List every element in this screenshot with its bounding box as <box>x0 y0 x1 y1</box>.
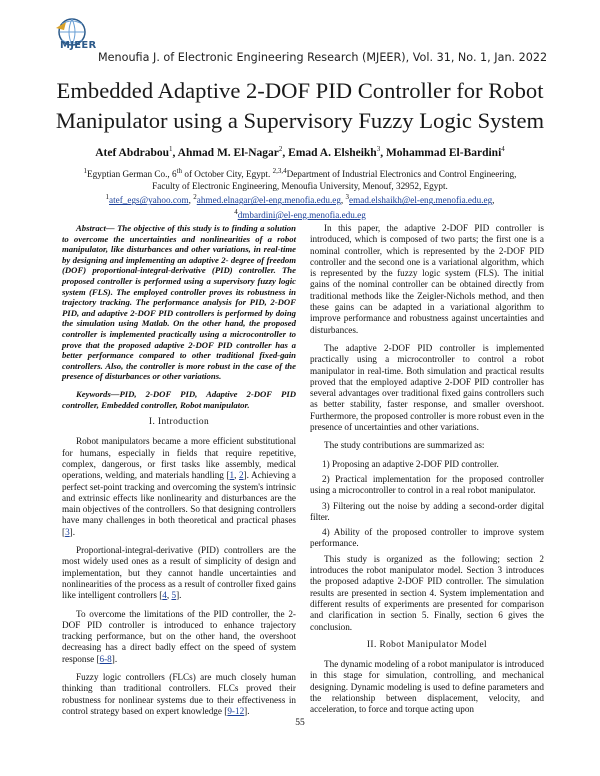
list-item: 4) Ability of the proposed controller to improve system performance. <box>310 527 544 549</box>
paragraph: To overcome the limitations of the PID controller, the 2-DOF PID controller is introduced to enhance trajectory tracking performance, but on the other hand, the overshoot decreasing has a direct badly effect on the speed of system response [6-8]. <box>62 608 296 664</box>
author-name: Mohammad El-Bardini <box>385 146 502 159</box>
journal-logo <box>26 14 86 64</box>
paragraph: Proportional-integral-derivative (PID) controllers are the most widely used ones as a result of simplicity of design and implementation, but they cannot handle uncertainties and nonlinearities of the process as a result of controller fixed gains like intelligent controllers [4, 5]. <box>62 545 296 601</box>
email-link[interactable]: dmbardini@el-eng.menofia.edu.eg <box>237 209 366 220</box>
citation-link[interactable]: 5 <box>171 590 177 601</box>
citation-link[interactable]: 1 <box>229 470 235 481</box>
emails-line: $^1$atef_egs@yahoo.com, $^2$ahmed.elnagar@el-eng.menofia.edu.eg, $^3$emad.elshaikh@el-eng.menofia.edu.eg, <box>105 193 495 206</box>
paragraph: Fuzzy logic controllers (FLCs) are much closely human thinking than traditional controllers. FLCs proved their robustness for nonlinear systems due to their effectiveness in control strategy based on expert knowledge [9-12]. <box>62 672 296 716</box>
citation-link[interactable]: 6-8 <box>99 653 112 664</box>
email-link[interactable]: emad.elshaikh@el-eng.menofia.edu.eg <box>349 195 493 206</box>
author-name: Atef Abdrabou <box>95 146 170 159</box>
paragraph: The dynamic modeling of a robot manipulator is introduced in this stage for simulation, controlling, and mechanical designing. Dynamic modeling is used to define parameters and the relationship between displacement, velocity, and acceleration, to force and torque acting upon <box>310 659 544 715</box>
title-line-2: Manipulator using a Supervisory Fuzzy Logic System <box>55 108 545 133</box>
citation-link[interactable]: 3 <box>65 526 70 537</box>
section-heading-robot-model: II. Robot Manipulator Model <box>366 639 488 650</box>
page-number: 55 <box>295 718 305 728</box>
paper-title <box>20 76 580 136</box>
list-item: 1) Proposing an adaptive 2-DOF PID controller. <box>322 458 499 469</box>
author-name: Emad A. Elsheikh <box>288 146 377 159</box>
email-link[interactable]: ahmed.elnagar@el-eng.menofia.edu.eg <box>196 195 341 206</box>
paragraph: The adaptive 2-DOF PID controller is implemented practically using a microcontroller to control a robot manipulator in real-time. Both simulation and practical results proved that the employed adaptive 2-DOF PID controller has several advantages over traditional fixed gains controllers such as better stability, faster response, and smaller overshoot. Furthermore, the proposed controller is more robust even in the presence of uncertainties and other variations. <box>310 342 544 433</box>
section-heading-introduction: I. Introduction <box>148 417 210 428</box>
title-line-1: Embedded Adaptive 2-DOF PID Controller for Robot <box>56 78 544 103</box>
affiliation-line-1: $^1$Egyptian German Co., 6th of October City, Egypt. $^{2,3,4}$Department of Industrial Electronics and Control Engineering, <box>83 167 517 180</box>
author-name: Ahmad M. El-Nagar <box>177 146 279 159</box>
list-item: 3) Filtering out the noise by adding a second-order digital filter. <box>310 500 544 522</box>
author-list: Atef Abdrabou$^1$, Ahmad M. El-Nagar$^2$, Emad A. Elsheikh$^3$, Mohammad El-Bardini$^4$ <box>95 145 505 159</box>
paragraph: Robot manipulators became a more efficient substitutional for humans, especially in fields that require repetitive, complex, dangerous, or first tasks like assembly, medical operations, welding, and materials handling [1, 2]. Achieving a perfect set-point tracking and overcoming the system's intrinsic and extrinsic effects like nonlinearity and disturbances are the main objectives of the controllers. So that designing controllers have many challenges in both theoretical and practical phases [3]. <box>62 436 296 537</box>
paragraph: In this paper, the adaptive 2-DOF PID controller is introduced, which is composed of two parts; the first one is a nominal controller, which is represented by the 2-DOF PID controller and the second one is a variational algorithm, which is represented by the fuzzy logic system (FLS). The initial gains of the nominal controller can be obtained directly from traditional methods like the Zeigler-Nichols method, and then these gains can be adapted in a variational algorithm to improve performance and robustness against uncertainties and disturbances. <box>310 223 544 335</box>
keywords: Keywords—PID, 2-DOF PID, Adaptive 2-DOF PID controller, Embedded controller, Robot manipulator. <box>62 388 296 410</box>
citation-link[interactable]: 2 <box>239 470 244 481</box>
paragraph: This study is organized as the following; section 2 introduces the robot manipulator model. Section 3 introduces the proposed adaptive 2-DOF PID controller. The simulation results are presented in section 4. System implementation and different results of experiments are presented for comparison and clarification in section 5. Finally, section 6 gives the conclusion. <box>310 553 544 632</box>
logo-text: MJEER <box>60 40 97 51</box>
citation-link[interactable]: 4 <box>162 590 167 601</box>
affiliation-line-2: Faculty of Electronic Engineering, Menoufia University, Menouf, 32952, Egypt. <box>152 180 448 191</box>
emails-line-2: $^4$dmbardini@el-eng.menofia.edu.eg <box>234 207 366 220</box>
email-link[interactable]: atef_egs@yahoo.com <box>109 195 189 206</box>
left-column <box>62 223 296 724</box>
journal-header: Menoufia J. of Electronic Engineering Research (MJEER), Vol. 31, No. 1, Jan. 2022 <box>98 51 548 64</box>
right-column <box>310 223 544 723</box>
affiliations <box>30 166 570 222</box>
citation-link[interactable]: 9-12 <box>227 705 245 716</box>
paragraph: The study contributions are summarized as: <box>324 440 485 451</box>
abstract: Abstract— The objective of this study is to finding a solution to overcome the uncertainties and nonlinearities of a robot manipulator, like disturbances and other variations, in real-time by designing and implementing an adaptive 2- degree of freedom (DOF) proportional-integral-derivative (PID) controller. The proposed controller is performed using a supervisory fuzzy logic system (FLS). The employed controller proves its robustness in trajectory tracking. The performance analysis for PID, 2-DOF PID, and adaptive 2-DOF PID controllers is performed by doing the simulation using Matlab. On the other hand, the proposed controller is implemented practically using a microcontroller to prove that the proposed adaptive 2-DOF PID controller has a better performance compared to other traditional fixed-gain controllers. Also, the controller is more robust in the case of the presence of disturbances or other variations. <box>62 223 296 382</box>
list-item: 2) Practical implementation for the proposed controller using a microcontroller to control in a real robot manipulator. <box>310 473 544 496</box>
